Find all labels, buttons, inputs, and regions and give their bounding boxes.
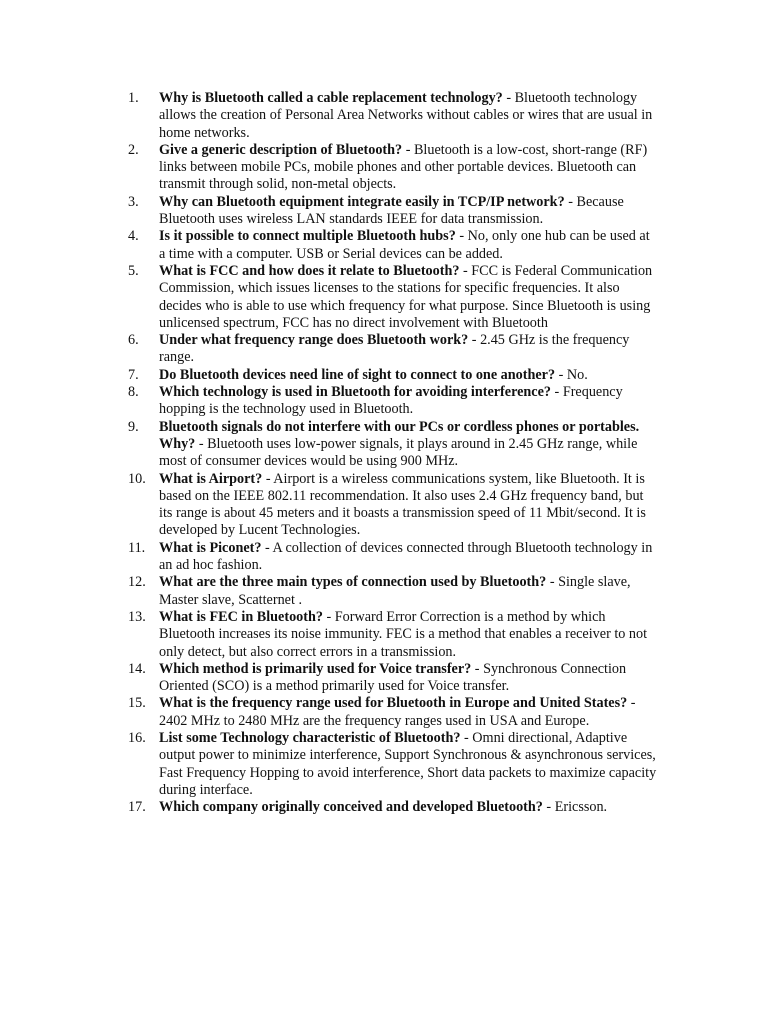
list-item — [128, 574, 658, 609]
list-item — [128, 799, 658, 816]
item-answer: - Omni directional, Adaptive output power to minimize interference, Support Synchronous & asynchronous services, Fast Frequency Hopping to avoid interference, Short data packets to maximize capacity during interface. — [159, 729, 657, 798]
item-number: 3. — [128, 193, 139, 210]
item-number: 13. — [128, 608, 146, 625]
item-question: Do Bluetooth devices need line of sight to connect to one another? — [159, 366, 556, 383]
item-answer: - Airport is a wireless communications system, like Bluetooth. It is based on the IEEE 802.11 recommendation. It also uses 2.4 GHz frequency band, but its range is about 45 meters and it boasts a transmission speed of 11 Mbit/second. It is developed by Lucent Technologies. — [159, 470, 646, 539]
item-question: List some Technology characteristic of Bluetooth? — [159, 729, 461, 746]
item-number: 11. — [128, 539, 146, 556]
item-answer: - Bluetooth technology allows the creation of Personal Area Networks without cables or wires that are usual in home networks. — [159, 90, 653, 141]
item-question: Why is Bluetooth called a cable replacement technology? — [159, 90, 503, 106]
item-number: 9. — [128, 418, 139, 435]
list-item — [128, 142, 658, 194]
item-answer: - Forward Error Correction is a method by which Bluetooth increases its noise immunity. FEC is a method that enables a receiver to not only detect, but also correct errors in a transmission. — [159, 608, 648, 660]
item-number: 15. — [128, 695, 146, 712]
item-question: Give a generic description of Bluetooth? — [159, 141, 403, 158]
item-answer: - Ericsson. — [542, 799, 608, 816]
item-question: Which company originally conceived and developed Bluetooth? — [159, 799, 543, 816]
list-item — [128, 730, 658, 799]
item-question: Which method is primarily used for Voice transfer? — [159, 660, 472, 677]
list-item — [128, 471, 658, 540]
list-item — [128, 332, 658, 367]
list-item — [128, 384, 658, 419]
list-item — [128, 263, 658, 332]
item-question: Is it possible to connect multiple Bluetooth hubs? — [159, 228, 456, 245]
item-answer: - 2402 MHz to 2480 MHz are the frequency ranges used in USA and Europe. — [159, 695, 636, 729]
item-number: 16. — [128, 729, 146, 746]
item-number: 4. — [128, 228, 139, 245]
list-item — [128, 367, 658, 384]
list-item — [128, 90, 658, 142]
list-item — [128, 228, 658, 263]
item-number: 6. — [128, 332, 139, 349]
item-number: 14. — [128, 660, 146, 677]
item-answer: - No. — [555, 366, 588, 383]
item-number: 1. — [128, 90, 139, 106]
list-item — [128, 194, 658, 229]
item-answer: - 2.45 GHz is the frequency range. — [159, 332, 630, 366]
item-number: 8. — [128, 384, 139, 401]
list-item — [128, 609, 658, 661]
item-question: What is FCC and how does it relate to Bluetooth? — [159, 262, 460, 279]
item-answer: - Single slave, Master slave, Scatternet . — [159, 574, 631, 608]
qa-list — [128, 90, 658, 816]
list-item — [128, 419, 658, 471]
item-answer: - Synchronous Connection Oriented (SCO) is a method primarily used for Voice transfer. — [159, 660, 627, 695]
item-question: Bluetooth signals do not interfere with our PCs or cordless phones or portables. Why? — [159, 418, 640, 452]
item-answer: - Because Bluetooth uses wireless LAN standards IEEE for data transmission. — [159, 193, 624, 228]
item-answer: - Frequency hopping is the technology used in Bluetooth. — [159, 384, 623, 418]
item-answer: - Bluetooth uses low-power signals, it plays around in 2.45 GHz range, while most of consumer devices would be using 900 MHz. — [159, 435, 638, 470]
item-number: 10. — [128, 470, 146, 487]
list-item — [128, 540, 658, 575]
item-question: What is the frequency range used for Bluetooth in Europe and United States? — [159, 695, 628, 712]
item-question: Why can Bluetooth equipment integrate easily in TCP/IP network? — [159, 193, 565, 210]
item-question: Which technology is used in Bluetooth for avoiding interference? — [159, 384, 551, 401]
item-number: 17. — [128, 799, 146, 816]
item-answer: - A collection of devices connected through Bluetooth technology in an ad hoc fashion. — [159, 539, 653, 574]
list-item — [128, 695, 658, 730]
item-number: 5. — [128, 262, 139, 279]
item-question: What is FEC in Bluetooth? — [159, 608, 323, 625]
item-question: Under what frequency range does Bluetooth work? — [159, 332, 469, 349]
list-item — [128, 661, 658, 696]
item-question: What is Piconet? — [159, 539, 262, 556]
item-number: 12. — [128, 574, 146, 591]
item-question: What are the three main types of connection used by Bluetooth? — [159, 574, 547, 591]
item-number: 7. — [128, 366, 139, 383]
item-answer: - Bluetooth is a low-cost, short-range (RF) links between mobile PCs, mobile phones and other portable devices. Bluetooth can transmit through solid, non-metal objects. — [159, 141, 648, 193]
item-answer: - FCC is Federal Communication Commission, which issues licenses to the stations for specific frequencies. It also decides who is able to use which frequency for what purpose. Since Bluetooth is using unlicensed spectrum, FCC has no direct involvement with Bluetooth — [159, 262, 653, 331]
item-question: What is Airport? — [159, 470, 263, 487]
item-number: 2. — [128, 141, 139, 158]
item-answer: - No, only one hub can be used at a time with a computer. USB or Serial devices can be added. — [159, 228, 650, 262]
